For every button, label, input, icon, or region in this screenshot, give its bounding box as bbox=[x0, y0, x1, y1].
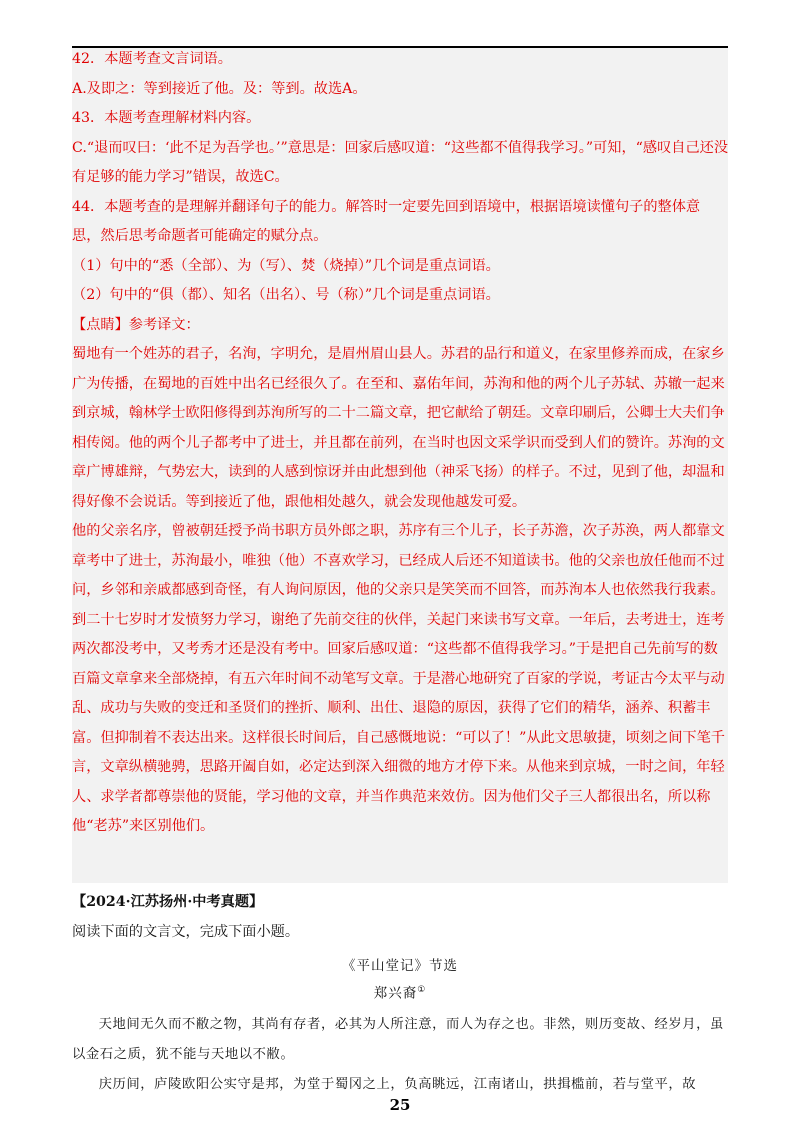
passage-paragraph-1: 天地间无久而不敝之物，其尚有存者，必其为人所注意，而人为存之也。非然，则历变故、经岁月，虽以金石之质，犹不能与天地以不敝。 bbox=[72, 1016, 724, 1062]
q43-title: 43．本题考查理解材料内容。 bbox=[72, 110, 261, 126]
passage-paragraph-2: 庆历间，庐陵欧阳公实守是邦，为堂于蜀冈之上，负高眺远，江南诸山，拱揖槛前，若与堂平，故 bbox=[98, 1076, 697, 1092]
translation-paragraph-3: 到二十七岁时才发愤努力学习，谢绝了先前交往的伙伴，关起门来读书写文章。一年后，去考进士，连考两次都没考中，又考秀才还是没有考中。回家后感叹道：“这些都不值得我学习。”于是把自己先前写的数百篇文章拿来全部烧掉，有五六年时间不动笔写文章。于是潜心地研究了百家的学说，考证古今太平与动乱、成功与失败的变迁和圣贤们的挫折、顺利、出仕、退隐的原因，获得了它们的精华，涵养、积蓄丰富。但抑制着不表达出来。这样很长时间后，自己感慨地说：“可以了！”从此文思敏捷，顷刻之间下笔千言，文章纵横驰骋，思路开阖自如，必定达到深入细微的地方才停下来。从他来到京城，一时之间，年轻人、求学者都尊崇他的贤能，学习他的文章，并当作典范来效仿。因为他们父子三人都很出名，所以称他“老苏”来区别他们。 bbox=[72, 611, 725, 834]
passage-author: 郑兴裔 bbox=[373, 985, 418, 1002]
translation-paragraph-2: 他的父亲名序，曾被朝廷授予尚书职方员外郎之职，苏序有三个儿子，长子苏澹，次子苏涣，两人都靠文章考中了进士，苏洵最小，唯独（他）不喜欢学习，已经成人后还不知道读书。他的父亲也放任他而不过问，乡邻和亲戚都感到奇怪，有人询问原因，他的父亲只是笑笑而不回答，而苏洵本人也依然我行我素。 bbox=[72, 523, 725, 598]
answer-explanation-block bbox=[72, 48, 728, 883]
question-source: 【2024·江苏扬州·中考真题】 bbox=[72, 894, 264, 910]
q44-point-2: （2）句中的“俱（都）、知名（出名）、号（称）”几个词是重点词语。 bbox=[72, 287, 500, 303]
footnote-marker: ① bbox=[417, 985, 427, 995]
passage-author-line bbox=[72, 978, 728, 1006]
q44-title: 44．本题考查的是理解并翻译句子的能力。解答时一定要先回到语境中，根据语境读懂句子的整体意思，然后思考命题者可能确定的赋分点。 bbox=[72, 198, 701, 244]
question-instruction: 阅读下面的文言文，完成下面小题。 bbox=[72, 924, 300, 940]
passage-title: 《平山堂记》节选 bbox=[342, 958, 458, 974]
q44-point-1: （1）句中的“悉（全部）、为（写）、焚（烧掉）”几个词是重点词语。 bbox=[72, 257, 500, 274]
next-question-section bbox=[72, 892, 728, 1100]
q43-answer: C.“退而叹曰：‘此不足为吾学也。’”意思是：回家后感叹道：“这些都不值得我学习。”可知，“感叹自己还没有足够的能力学习”错误，故选C。 bbox=[72, 139, 729, 185]
translation-paragraph-1: 蜀地有一个姓苏的君子，名洵，字明允，是眉州眉山县人。苏君的品行和道义，在家里修养而成，在家乡广为传播，在蜀地的百姓中出名已经很久了。在至和、嘉佑年间，苏洵和他的两个儿子苏轼、苏辙一起来到京城，翰林学士欧阳修得到苏洵所写的二十二篇文章，把它献给了朝廷。文章印刷后，公卿士大夫们争相传阅。他的两个儿子都考中了进士，并且都在前列，在当时也因文采学识而受到人们的赞许。苏洵的文章广博雄辩，气势宏大，读到的人感到惊讶并由此想到他（神采飞扬）的样子。不过，见到了他，却温和得好像不会说话。等到接近了他，跟他相处越久，就会发现他越发可爱。 bbox=[72, 346, 725, 510]
q42-answer: A.及即之：等到接近了他。及：等到。故选A。 bbox=[72, 80, 367, 97]
page-number: 25 bbox=[389, 1096, 411, 1114]
q42-title: 42．本题考查文言词语。 bbox=[72, 51, 232, 67]
tip-heading: 【点睛】参考译文： bbox=[72, 316, 200, 333]
